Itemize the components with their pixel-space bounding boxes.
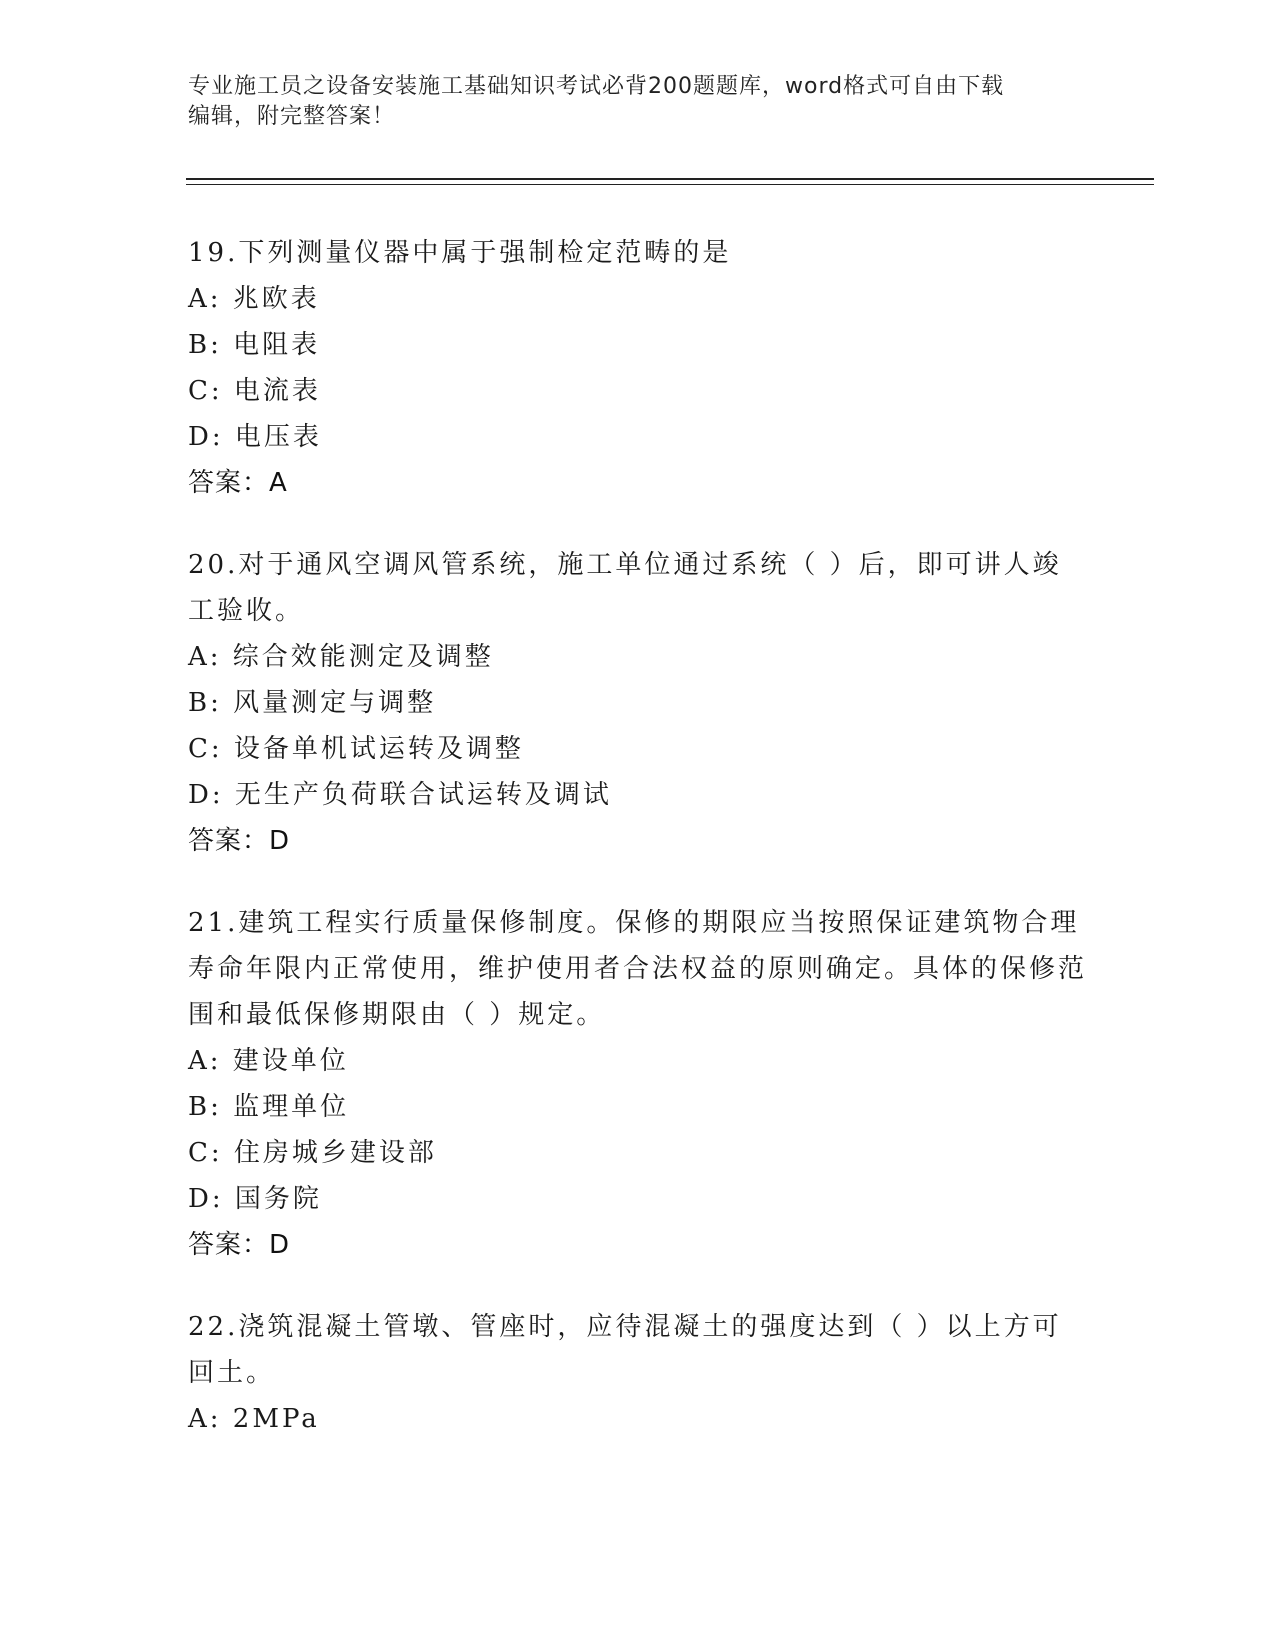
question-20 [188, 542, 1088, 864]
option-b: B: 风量测定与调整 [188, 688, 437, 718]
option-d: D: 国务院 [188, 1184, 322, 1214]
option-a: A: 兆欧表 [188, 284, 320, 314]
question-stem: 22.浇筑混凝土管墩、管座时，应待混凝土的强度达到（ ）以上方可回土。 [188, 1312, 1062, 1388]
question-stem: 20.对于通风空调风管系统，施工单位通过系统（ ）后，即可讲人竣工验收。 [188, 550, 1062, 626]
question-19 [188, 230, 1088, 506]
document-header [188, 72, 1088, 132]
question-21 [188, 900, 1088, 1268]
question-stem: 19.下列测量仪器中属于强制检定范畴的是 [188, 238, 732, 268]
option-d: D: 电压表 [188, 422, 322, 452]
answer-text: 答案：A [188, 468, 288, 498]
option-b: B: 监理单位 [188, 1092, 350, 1122]
option-a: A: 综合效能测定及调整 [188, 642, 494, 672]
question-list [188, 230, 1088, 1478]
question-22 [188, 1304, 1088, 1442]
header-line-1: 专业施工员之设备安装施工基础知识考试必背200题题库，word格式可自由下载 [188, 74, 1005, 99]
option-b: B: 电阻表 [188, 330, 321, 360]
option-d: D: 无生产负荷联合试运转及调试 [188, 780, 612, 810]
header-divider-thin [186, 184, 1154, 185]
option-a: A: 建设单位 [188, 1046, 349, 1076]
answer-text: 答案：D [188, 826, 291, 856]
header-divider-thick [186, 178, 1154, 180]
option-c: C: 电流表 [188, 376, 321, 406]
answer-text: 答案：D [188, 1230, 291, 1260]
question-stem: 21.建筑工程实行质量保修制度。保修的期限应当按照保证建筑物合理寿命年限内正常使用，维护使用者合法权益的原则确定。具体的保修范围和最低保修期限由（ ）规定。 [188, 908, 1088, 1030]
option-c: C: 住房城乡建设部 [188, 1138, 437, 1168]
option-a: A: 2MPa [188, 1404, 320, 1434]
option-c: C: 设备单机试运转及调整 [188, 734, 524, 764]
header-line-2: 编辑，附完整答案！ [188, 104, 396, 129]
